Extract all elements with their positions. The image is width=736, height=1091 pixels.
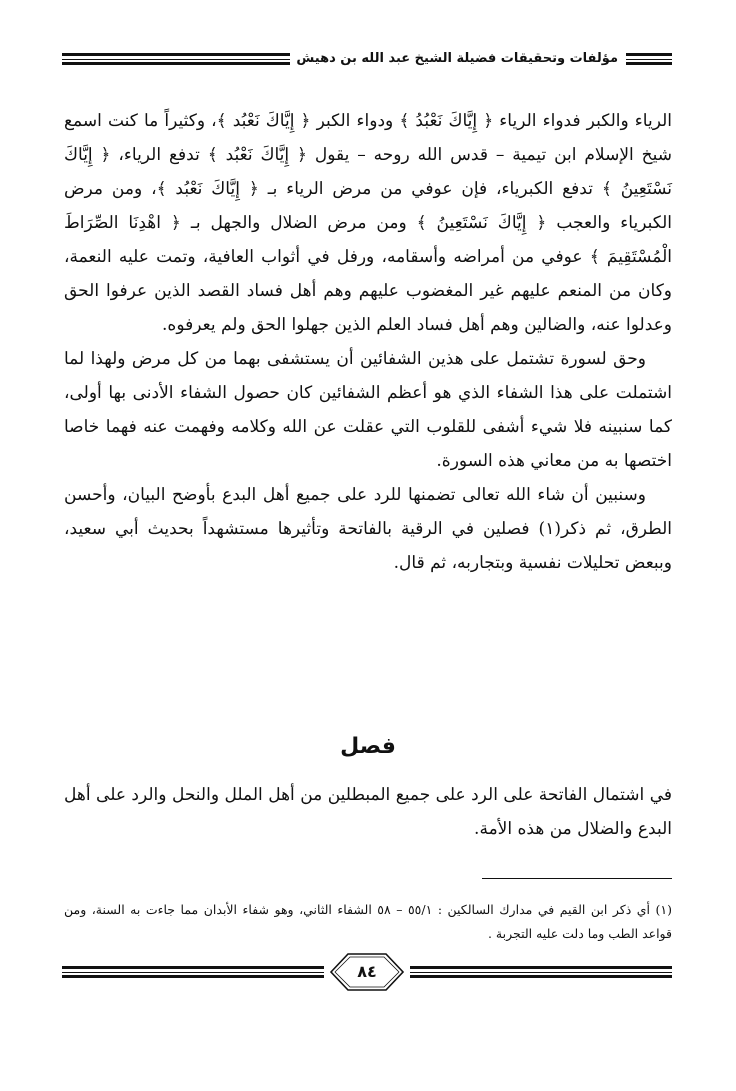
header-title: مؤلفات وتحقيقات فضيلة الشيخ عبد الله بن دهيش [290, 48, 624, 70]
footer-rule-left [62, 966, 324, 978]
page-number-badge [330, 952, 404, 992]
section-text: في اشتمال الفاتحة على الرد على جميع المبطلين من أهل الملل والنحل والرد على أهل البدع والضلال من هذه الأمة. [64, 785, 672, 839]
body-paragraph-3: وسنبين أن شاء الله تعالى تضمنها للرد على جميع أهل البدع بأوضح البيان، وأحسن الطرق، ثم ذكر(١) فصلين في الرقية بالفاتحة وتأثيرها مستشهداً بحديث أبي سعيد، وببعض تحليلات نفسية وبتجاربه، ثم قال. [64, 485, 672, 573]
header-rule-right [626, 53, 672, 65]
body-paragraph-2: وحق لسورة تشتمل على هذين الشفائين أن يستشفى بهما من كل مرض ولهذا لما اشتملت على هذا الشفاء الذي هو أعظم الشفائين كان حصول الشفاء الأدنى بها أولى، كما سنبينه فلا شيء أشفى للقلوب التي عقلت عن الله وكلامه وفهمت عنه فهما خاصا اختصها به من معاني هذه السورة. [64, 349, 672, 471]
footnote-separator [482, 878, 672, 879]
body-paragraph-1: الرياء والكبر فدواء الرياء ﴿ إِيَّاكَ نَعْبُدُ ﴾ ودواء الكبر ﴿ إِيَّاكَ نَعْبُد ﴾، وكثيراً ما كنت اسمع شيخ الإسلام ابن تيمية – قدس الله روحه – يقول ﴿ إِيَّاكَ نَعْبُد ﴾ تدفع الرياء، ﴿ إِيَّاكَ نَسْتَعِينُ ﴾ تدفع الكبرياء، فإن عوفي من مرض الرياء بـ ﴿ إِيَّاكَ نَعْبُد ﴾، ومن مرض الكبرياء والعجب ﴿ إِيَّاكَ نَسْتَعِينُ ﴾ ومن مرض الضلال والجهل بـ ﴿ اهْدِنَا الصِّرَاطَ الْمُسْتَقِيمَ ﴾ عوفي من أمراضه وأسقامه، ورفل في أثواب العافية، وتمت عليه النعمة، وكان من المنعم عليهم غير المغضوب عليهم وهم أهل فساد القصد الذين عرفوا الحق وعدلوا عنه، والضالين وهم أهل فساد العلم الذين جهلوا الحق ولم يعرفوه. [64, 111, 672, 335]
section-heading: فصل [340, 734, 396, 759]
running-header [62, 48, 672, 70]
footnote: (١) أي ذكر ابن القيم في مدارك السالكين : ٥٥/١ – ٥٨ الشفاء الثاني، وهو شفاء الأبدان مما جاءت به السنة، ومن قواعد الطب وما دلت عليه التجربة . [64, 902, 672, 941]
page-footer [62, 948, 672, 998]
page-number: ٨٤ [357, 962, 377, 981]
footer-rule-right [410, 966, 672, 978]
main-body [64, 104, 672, 580]
